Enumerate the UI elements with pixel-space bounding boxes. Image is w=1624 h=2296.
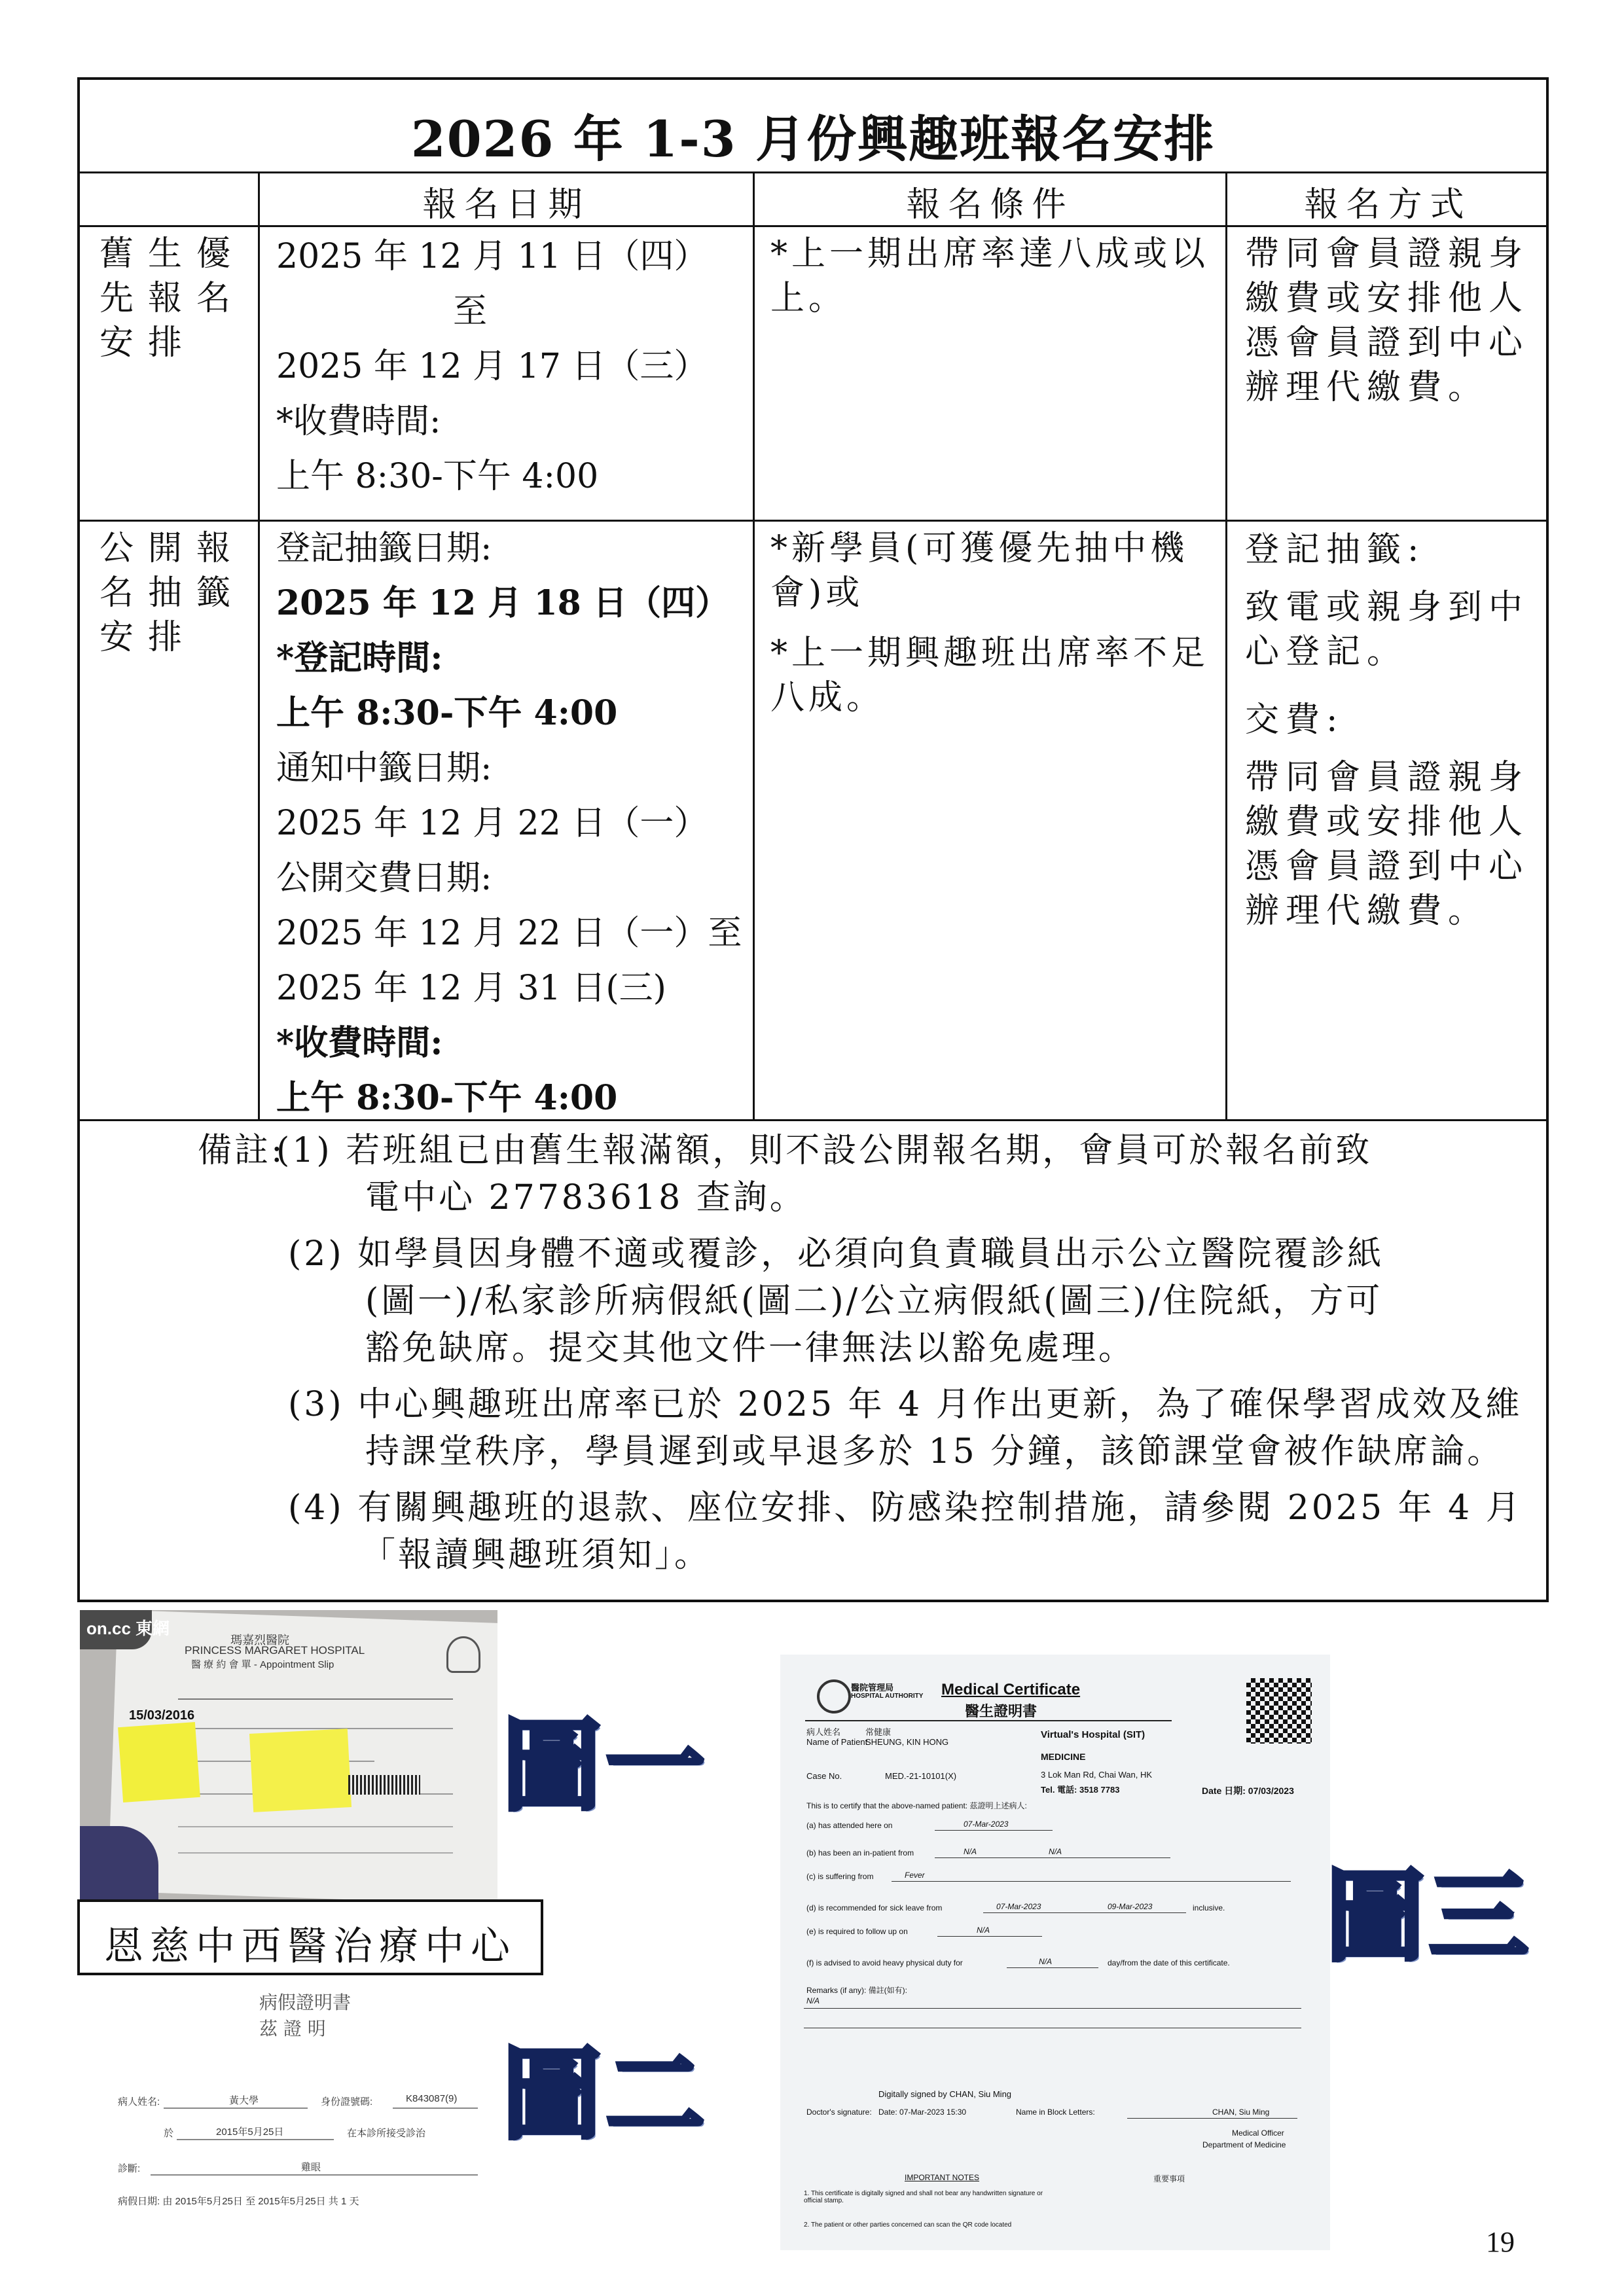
date-line: 通知中籤日期: <box>276 749 492 788</box>
rule <box>937 1936 1042 1937</box>
row1-condition: *上一期出席率達八成或以上。 <box>770 234 1210 318</box>
slip-date: 15/03/2016 <box>129 1708 195 1723</box>
cert-title-en: Medical Certificate <box>941 1681 1081 1698</box>
patient-label: Name of Patient <box>806 1737 868 1747</box>
remarks-label: Remarks (if any): 備註(如有): <box>806 1986 908 1995</box>
figure-3-document <box>780 1655 1330 2250</box>
divider <box>258 171 260 1119</box>
doctor-title: Medical Officer <box>1232 2128 1284 2138</box>
patient-value: SHEUNG, KIN HONG <box>865 1737 949 1747</box>
diagnosis-value: 雞眼 <box>301 2162 321 2173</box>
row2-method-4: 帶同會員證親身繳費或安排他人憑會員證到中心辦理代繳費。 <box>1245 758 1530 931</box>
rule <box>805 1720 1172 1721</box>
date-line: 2025 年 12 月 11 日（四） <box>276 237 708 276</box>
row2-method-2: 致電或親身到中心登記。 <box>1245 588 1530 672</box>
cert-title-zh: 醫生證明書 <box>965 1703 1038 1719</box>
note-line: 電中心 27783618 查詢。 <box>365 1178 806 1217</box>
line-d-label: (d) is recommended for sick leave from <box>806 1903 943 1912</box>
slip-line <box>178 1826 453 1827</box>
row2-condition-2: *上一期興趣班出席率不足八成。 <box>770 634 1210 717</box>
notes-heading: IMPORTANT NOTES <box>905 2173 980 2182</box>
hospital-logo-icon <box>446 1636 480 1673</box>
row-label-returning: 舊生優先報名安排 <box>99 234 245 363</box>
line-f-suffix: day/from the date of this certificate. <box>1108 1958 1230 1967</box>
note-line: (圖一)/私家診所病假紙(圖二)/公立病假紙(圖三)/住院紙，方可 <box>365 1282 1383 1321</box>
line-e-label: (e) is required to follow up on <box>806 1927 908 1936</box>
line-b-label: (b) has been an in-patient from <box>806 1848 914 1857</box>
divider <box>753 171 755 1119</box>
sticky-note <box>118 1722 200 1803</box>
page-title: 2026 年 1-3 月份興趣班報名安排 <box>410 110 1216 168</box>
header-date: 報名日期 <box>422 185 590 224</box>
clinic-name-box <box>77 1899 543 1975</box>
figure-2-label: 圖二 <box>503 2037 710 2153</box>
date-line: 2025 年 12 月 22 日（一） <box>276 804 708 843</box>
telephone: Tel. 電話: 3518 7783 <box>1041 1785 1120 1795</box>
hospital-name: Virtual's Hospital (SIT) <box>1041 1729 1146 1740</box>
id-value: K843087(9) <box>406 2093 458 2104</box>
header-method: 報名方式 <box>1304 185 1472 224</box>
date-line: *收費時間: <box>276 402 441 441</box>
digital-signature: Digitally signed by CHAN, Siu Ming <box>878 2089 1012 2099</box>
note-line: 豁免缺席。提交其他文件一律無法以豁免處理。 <box>365 1329 1136 1368</box>
notes-lead: 備註: <box>198 1131 285 1170</box>
note-line: 「報讀興趣班須知」。 <box>361 1535 712 1575</box>
remarks-value: N/A <box>806 1996 820 2005</box>
sick-leave-subheading: 茲 證 明 <box>259 2018 326 2039</box>
barcode-icon <box>348 1775 420 1795</box>
form-line <box>177 2139 334 2140</box>
line-a-value: 07-Mar-2023 <box>964 1820 1009 1829</box>
sticky-note <box>249 1729 352 1812</box>
row-label-public: 公開報名抽籤安排 <box>99 529 245 657</box>
hand-shadow <box>80 1826 158 1905</box>
org-name-zh: 醫院管理局 <box>851 1683 894 1693</box>
notes-heading-zh: 重要事項 <box>1153 2174 1185 2183</box>
figure-1-photo <box>80 1610 497 1905</box>
line-c-label: (c) is suffering from <box>806 1872 874 1881</box>
line-b-value-2: N/A <box>1049 1847 1062 1856</box>
rule <box>935 1830 1053 1831</box>
date-line: 上午 8:30-下午 4:00 <box>276 457 599 496</box>
line-e-value: N/A <box>977 1926 990 1935</box>
org-name-en: HOSPITAL AUTHORITY <box>851 1693 924 1700</box>
date-line: 2025 年 12 月 22 日（一）至 <box>276 914 742 953</box>
certify-text: This is to certify that the above-named patient: 茲證明上述病人: <box>806 1801 1027 1810</box>
clinic-name: 恩慈中西醫治療中心 <box>104 1924 516 1969</box>
rule <box>892 1881 1291 1882</box>
line-d-value-2: 09-Mar-2023 <box>1108 1902 1153 1911</box>
row1-dates <box>276 229 708 504</box>
slip-line <box>178 1728 453 1729</box>
watermark-logo: on.cc 東網 <box>86 1619 170 1638</box>
note-line: (1) 若班組已由舊生報滿額，則不設公開報名期，會員可於報名前致 <box>276 1131 1373 1170</box>
date-line: *登記時間: <box>276 638 443 678</box>
qr-code-icon <box>1246 1678 1312 1744</box>
rule <box>935 1857 1170 1858</box>
note-line: (3) 中心興趣班出席率已於 2025 年 4 月作出更新，為了確保學習成效及維 <box>288 1385 1523 1424</box>
department: MEDICINE <box>1041 1751 1086 1762</box>
line-b-value-1: N/A <box>964 1847 977 1856</box>
doctor-signature-label: Doctor's signature: <box>806 2108 872 2117</box>
figure-2-document <box>118 1983 497 2258</box>
figure-1-label: 圖一 <box>503 1709 710 1824</box>
note-line: (4) 有關興趣班的退款、座位安排、防感染控制措施，請參閱 2025 年 4 月 <box>288 1488 1523 1528</box>
doctor-department: Department of Medicine <box>1202 2140 1286 2149</box>
address: 3 Lok Man Rd, Chai Wan, HK <box>1041 1770 1153 1780</box>
doctor-name: CHAN, Siu Ming <box>1212 2108 1270 2117</box>
date-line: 上午 8:30-下午 4:00 <box>276 693 618 733</box>
doctor-signature-date: Date: 07-Mar-2023 15:30 <box>878 2108 967 2117</box>
rule <box>804 2008 1301 2009</box>
line-a-label: (a) has attended here on <box>806 1821 893 1830</box>
leave-dates: 病假日期: 由 2015年5月25日 至 2015年5月25日 共 1 天 <box>118 2196 359 2207</box>
note-line: 持課堂秩序，學員遲到或早退多於 15 分鐘，該節課堂會被作缺席論。 <box>365 1432 1504 1471</box>
note-1: 1. This certificate is digitally signed and shall not bear any handwritten signature or official stamp. <box>804 2190 1043 2204</box>
line-c-value: Fever <box>905 1871 925 1880</box>
line-f-value: N/A <box>1039 1957 1053 1966</box>
line-d-suffix: inclusive. <box>1193 1903 1225 1912</box>
slip-title: 醫 療 約 會 單 - Appointment Slip <box>191 1659 334 1670</box>
page-number: 19 <box>1486 2226 1515 2258</box>
form-line <box>164 2108 308 2109</box>
date-line: *收費時間: <box>276 1023 443 1063</box>
patient-label: 病人姓名: <box>118 2096 160 2108</box>
row2-condition-1: *新學員(可獲優先抽中機會)或 <box>770 529 1189 613</box>
date-line: 2025 年 12 月 31 日(三) <box>276 969 666 1008</box>
note-line: (2) 如學員因身體不適或覆診，必須向負責職員出示公立醫院覆診紙 <box>288 1234 1384 1274</box>
cert-date: Date 日期: 07/03/2023 <box>1202 1785 1294 1796</box>
sick-leave-heading: 病假證明書 <box>259 1992 352 2013</box>
on-label: 於 <box>164 2128 174 2139</box>
row1-method: 帶同會員證親身繳費或安排他人憑會員證到中心辦理代繳費。 <box>1245 234 1530 407</box>
divider <box>80 171 1546 173</box>
note-2: 2. The patient or other parties concerned can scan the QR code located <box>804 2221 1012 2229</box>
ha-logo-icon <box>817 1679 851 1713</box>
slip-line <box>178 1698 453 1700</box>
row2-method-3: 交費: <box>1245 700 1344 740</box>
form-line <box>151 2174 478 2176</box>
case-label: Case No. <box>806 1771 842 1781</box>
slip-line <box>178 1852 453 1854</box>
id-label: 身份證號碼: <box>321 2096 373 2108</box>
hospital-name-en: PRINCESS MARGARET HOSPITAL <box>185 1644 365 1657</box>
diagnosis-label: 診斷: <box>118 2163 141 2174</box>
case-value: MED.-21-10101(X) <box>885 1771 957 1781</box>
header-condition: 報名條件 <box>906 185 1074 224</box>
date-line: 上午 8:30-下午 4:00 <box>276 1078 618 1118</box>
rule <box>983 1912 1186 1913</box>
patient-zh: 常健康 <box>865 1727 892 1737</box>
hospital-name-zh: 瑪嘉烈醫院 <box>230 1634 289 1647</box>
date-line: 至 <box>453 292 488 331</box>
rule <box>1007 1967 1098 1968</box>
rule <box>1127 2118 1297 2119</box>
patient-value: 黃大學 <box>229 2095 259 2106</box>
line-f-label: (f) is advised to avoid heavy physical duty for <box>806 1958 963 1967</box>
figure-3-label: 圖三 <box>1326 1859 1534 1975</box>
date-line: 公開交費日期: <box>276 859 492 898</box>
form-line <box>393 2108 478 2109</box>
on-suffix: 在本診所接受診治 <box>347 2128 426 2139</box>
date-line: 2025 年 12 月 18 日（四） <box>276 583 729 623</box>
row2-dates <box>276 521 742 1126</box>
date-line: 登記抽籤日期: <box>276 529 492 568</box>
registration-table <box>77 77 1549 1602</box>
line-d-value-1: 07-Mar-2023 <box>996 1902 1041 1911</box>
row2-method-1: 登記抽籤: <box>1245 530 1426 569</box>
on-value: 2015年5月25日 <box>216 2126 284 2138</box>
block-letters-label: Name in Block Letters: <box>1016 2108 1095 2117</box>
patient-zh-label: 病人姓名 <box>806 1727 841 1737</box>
date-line: 2025 年 12 月 17 日（三） <box>276 347 708 386</box>
